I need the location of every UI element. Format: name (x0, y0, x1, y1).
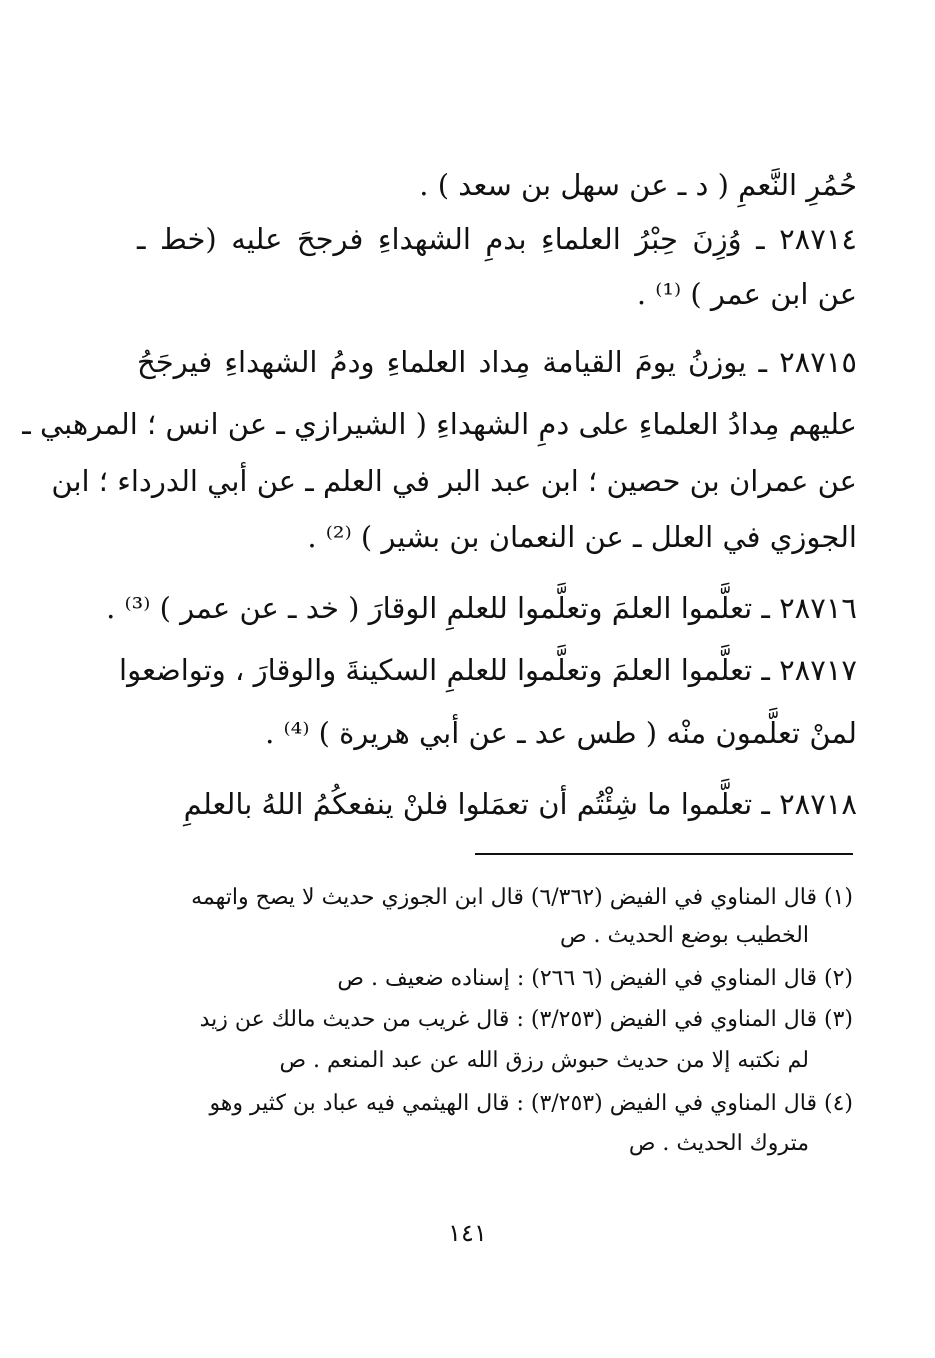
page-number: ١٤١ (448, 1219, 487, 1247)
hadith-line-10: لمنْ تعلَّمون منْه ( طس عد ـ عن أبي هريرة ) ⁽⁴⁾ . (265, 716, 857, 750)
footnote-3-line-1: (٣) قال المناوي في الفيض (٣/٢٥٣) : قال غريب من حديث مالك عن زيد (199, 1007, 853, 1032)
hadith-line-7: الجوزي في العلل ـ عن النعمان بن بشير ) ⁽²⁾ . (307, 520, 857, 554)
hadith-line-2: ٢٨٧١٤ ـ وُزِنَ حِبْرُ العلماءِ بدمِ الشهداءِ فرجحَ عليه (خط ـ (137, 222, 857, 256)
footnote-1-line-2: الخطيب بوضع الحديث . ص (559, 923, 809, 948)
footnote-4-line-2: متروك الحديث . ص (628, 1131, 809, 1156)
hadith-line-9: ٢٨٧١٧ ـ تعلَّموا العلمَ وتعلَّموا للعلمِ السكينةَ والوقارَ ، وتواضعوا (119, 653, 857, 687)
hadith-line-11: ٢٨٧١٨ ـ تعلَّموا ما شِئْتُم أن تعمَلوا فلنْ ينفعكُمُ اللهُ بالعلمِ (183, 787, 857, 821)
hadith-line-1: حُمُرِ النَّعمِ ( د ـ عن سهل بن سعد ) . (419, 168, 857, 202)
footnote-4-line-1: (٤) قال المناوي في الفيض (٣/٢٥٣) : قال الهيثمي فيه عباد بن كثير وهو (209, 1091, 853, 1116)
hadith-line-5: عليهم مِدادُ العلماءِ على دمِ الشهداءِ ( الشيرازي ـ عن انس ؛ المرهبي ـ (22, 407, 857, 441)
hadith-line-8: ٢٨٧١٦ ـ تعلَّموا العلمَ وتعلَّموا للعلمِ الوقارَ ( خد ـ عن عمر ) ⁽³⁾ . (106, 591, 857, 625)
footnote-3-line-2: لم نكتبه إلا من حديث حبوش رزق الله عن عبد المنعم . ص (279, 1048, 809, 1073)
hadith-line-4: ٢٨٧١٥ ـ يوزنُ يومَ القيامة مِداد العلماءِ ودمُ الشهداءِ فيرجَحُ (137, 345, 857, 379)
hadith-line-3: عن ابن عمر ) ⁽¹⁾ . (636, 277, 857, 311)
footnote-1-line-1: (١) قال المناوي في الفيض (٦/٣٦٢) قال ابن الجوزي حديث لا يصح واتهمه (191, 885, 853, 910)
footnote-divider (475, 853, 853, 855)
footnote-2-line-1: (٢) قال المناوي في الفيض (٦ ٢٦٦) : إسناده ضعيف . ص (337, 966, 853, 991)
hadith-line-6: عن عمران بن حصين ؛ ابن عبد البر في العلم ـ عن أبي الدرداء ؛ ابن (51, 464, 857, 498)
